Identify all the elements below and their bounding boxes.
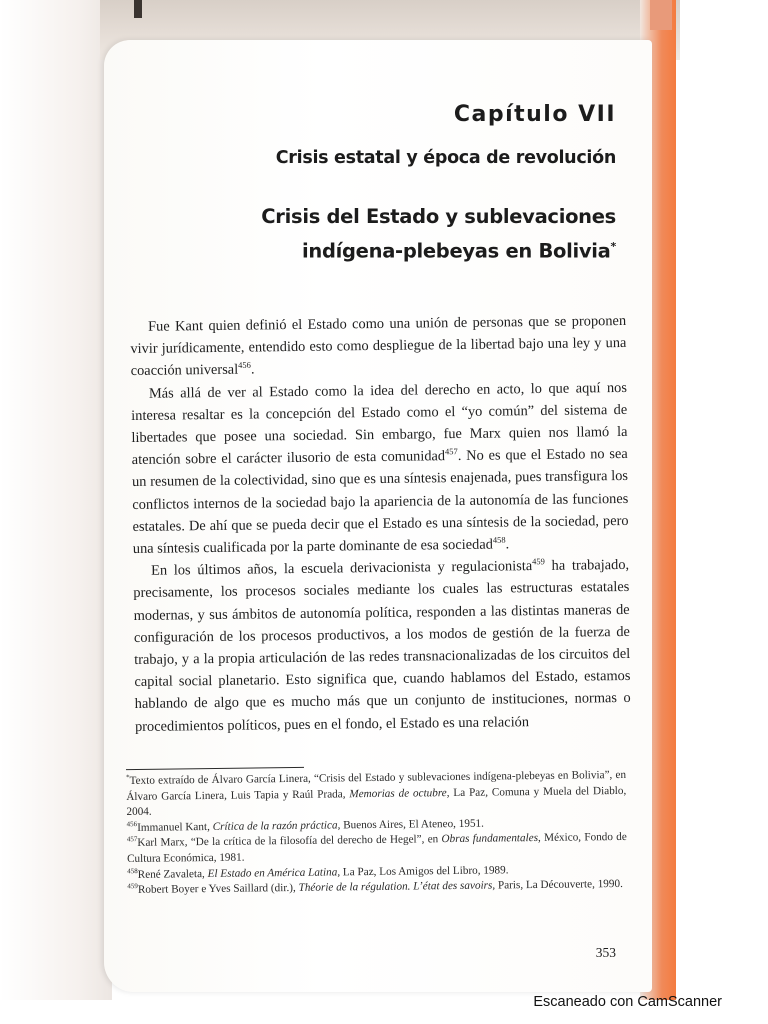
article-title-line2: indígena-plebeyas en Bolivia	[302, 239, 611, 263]
body-text	[130, 310, 631, 738]
paragraph-3	[133, 554, 631, 738]
paragraph-1-text: Fue Kant quien definió el Estado como una unión de personas que se proponen vivir jurídicamente, entendido esto como despliegue de la libertad bajo una ley y una coacción universal	[130, 312, 627, 380]
book-page	[104, 40, 652, 992]
footnote-ref-459: 459	[532, 556, 545, 567]
paragraph-1-end: .	[250, 361, 255, 378]
footnote-title: El Estado en América Latina	[207, 865, 338, 880]
footnote-text: René Zavaleta,	[137, 867, 208, 881]
scan-background-left	[0, 0, 112, 1000]
footnote-title: Obras fundamentales	[441, 832, 539, 846]
footnote-ref-458: 458	[492, 534, 506, 545]
paragraph-2-end: .	[505, 536, 510, 553]
article-title-footnote-mark: *	[610, 240, 616, 253]
page-number: 353	[595, 945, 616, 960]
paragraph-2-text-a: Más allá de ver al Estado como la idea del derecho en acto, lo que aquí nos interesa resaltar es la concepción del Estado como el “yo común” del sistema de libertades que posee una sociedad. Sin embargo, fue Marx quien nos llamó la atención sobre el carácter ilusorio de esta comunidad	[131, 379, 628, 469]
footnote-text: Immanuel Kant,	[137, 820, 213, 834]
footnote-text: , México, Fondo de Cultura Económica, 1981.	[126, 831, 627, 865]
paragraph-2	[131, 377, 629, 561]
footnote-star	[126, 768, 627, 821]
footnote-mark: 456	[126, 819, 138, 829]
footnote-title: Crítica de la razón práctica	[212, 819, 338, 833]
footnote-text: Texto extraído de Álvaro García Linera, “Crisis del Estado y sublevaciones indígena-plebeyas en Bolivia”, en Álvaro García Linera, Luis Tapia y Raúl Prada,	[126, 768, 627, 803]
footnote-ref-456: 456	[238, 360, 251, 371]
footnote-text: , La Paz, Comuna y Muela del Diablo, 2004.	[126, 784, 627, 819]
footnote-title: Théorie de la régulation. L’état des savoirs	[298, 879, 493, 895]
binding-clip	[134, 0, 142, 18]
footnote-divider	[126, 767, 304, 770]
footnote-ref-457: 457	[444, 446, 458, 457]
paragraph-3-text-a: En los últimos años, la escuela derivacionista y regulacionista	[151, 558, 533, 579]
footnote-mark: 457	[126, 835, 138, 844]
footnote-text: , La Paz, Los Amigos del Libro, 1989.	[337, 863, 509, 878]
footnote-mark: *	[125, 773, 130, 782]
camscanner-watermark: Escaneado con CamScanner	[533, 994, 722, 1010]
footnotes	[126, 768, 627, 899]
footnote-text: , Paris, La Découverte, 1990.	[492, 878, 623, 892]
chapter-subtitle: Crisis estatal y época de revolución	[275, 148, 616, 168]
article-title-line1: Crisis del Estado y sublevaciones	[261, 205, 616, 228]
article-title	[176, 202, 616, 267]
footnote-text: Karl Marx, “De la crítica de la filosofía del derecho de Hegel”, en	[137, 833, 442, 850]
paragraph-3-text-b: ha trabajado, precisamente, los procesos sociales mediante los cuales las estructuras estatales modernas, y sus ámbitos de autonomía política, responden a las distintas maneras de configuración de los procesos productivos, a los modos de gestión de la fuerza de trabajo, y a la propia articulación de las redes transnacionalizadas de los circuitos del capital social planetario. Esto significa que, cuando hablamos del Estado, estamos hablando de algo que es mucho más que un conjunto de instituciones, normas o procedimientos políticos, pues en el fondo, el Estado es una relación	[133, 557, 631, 735]
footnote-mark: 458	[127, 866, 138, 875]
footnote-title: Memorias de octubre	[349, 786, 447, 800]
footnote-text: Robert Boyer e Yves Saillard (dir.),	[137, 882, 299, 897]
footnote-mark: 459	[127, 882, 138, 891]
chapter-label: Capítulo VII	[453, 102, 616, 127]
paragraph-1	[130, 310, 627, 383]
scan-background-corner	[650, 0, 672, 30]
footnote-text: , Buenos Aires, El Ateneo, 1951.	[337, 817, 484, 832]
paragraph-2-text-b: . No es que el Estado no sea un resumen de la colectividad, sino que es una síntesis enajenada, pues transfigura los conflictos internos de la sociedad bajo la apariencia de la autonomía de las funciones estatales. De ahí que se pueda decir que el Estado es una síntesis de la sociedad, pero una síntesis cualificada por la parte dominante de esa sociedad	[131, 446, 629, 558]
